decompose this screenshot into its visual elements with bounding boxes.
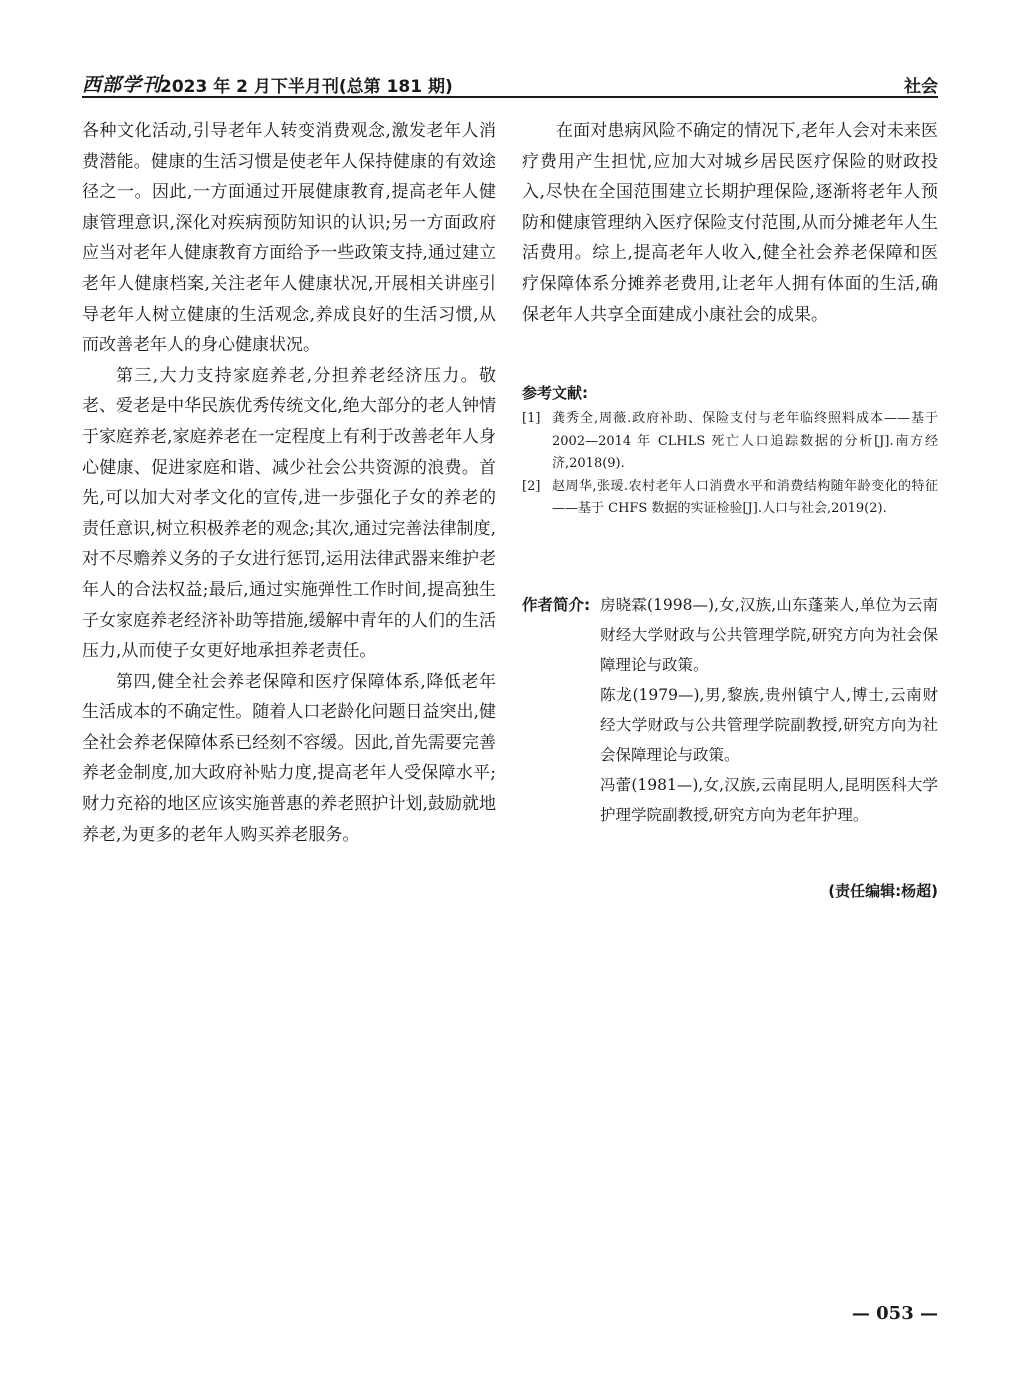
body-paragraph: 各种文化活动,引导老年人转变消费观念,激发老年人消费潜能。健康的生活习惯是使老年人保持健康的有效途径之一。因此,一方面通过开展健康教育,提高老年人健康管理意识,深化对疾病预防知识的认识;另一方面政府应当对老年人健康教育方面给予一些政策支持,通过建立老年人健康档案,关注老年人健康状况,开展相关讲座引导老年人树立健康的生活观念,养成良好的生活习惯,从而改善老年人的身心健康状况。 [82,121,496,356]
body-paragraph: 第三,大力支持家庭养老,分担养老经济压力。敬老、爱老是中华民族优秀传统文化,绝大部分的老人钟情于家庭养老,家庭养老在一定程度上有利于改善老年人身心健康、促进家庭和谐、减少社会公共资源的浪费。首先,可以加大对孝文化的宣传,进一步强化子女的养老的责任意识,树立积极养老的观念;其次,通过完善法律制度,对不尽赡养义务的子女进行惩罚,运用法律武器来维护老年人的合法权益;最后,通过实施弹性工作时间,提高独生子女家庭养老经济补助等措施,缓解中青年的人们的生活压力,从而使子女更好地承担养老责任。 [82,365,496,662]
reference-item [522,408,938,476]
page-number: — 053 — [851,1303,938,1324]
issue-info: 2023 年 2 月下半月刊(总第 181 期) [160,77,453,97]
author-entry: 冯蕾(1981—),女,汉族,云南昆明人,昆明医科大学护理学院副教授,研究方向为老年护理。 [600,776,938,824]
responsible-editor: (责任编辑:杨超) [828,882,938,900]
author-entry: 陈龙(1979—),男,黎族,贵州镇宁人,博士,云南财经大学财政与公共管理学院副教授,研究方向为社会保障理论与政策。 [600,686,938,764]
body-paragraph: 第四,健全社会养老保障和医疗保障体系,降低老年生活成本的不确定性。随着人口老龄化问题日益突出,健全社会养老保障体系已经刻不容缓。因此,首先需要完善养老金制度,加大政府补贴力度,提高老年人受保障水平;财力充裕的地区应该实施普惠的养老照护计划,鼓励就地养老,为更多的老年人购买养老服务。 [82,671,496,845]
reference-item [522,476,938,521]
right-column [522,116,938,330]
reference-number: [1] [522,411,541,426]
body-paragraph: 在面对患病风险不确定的情况下,老年人会对未来医疗费用产生担忧,应加大对城乡居民医疗保险的财政投入,尽快在全国范围建立长期护理保险,逐渐将老年人预防和健康管理纳入医疗保险支付范围,从而分摊老年人生活费用。综上,提高老年人收入,健全社会养老保障和医疗保障体系分摊养老费用,让老年人拥有体面的生活,确保老年人共享全面建成小康社会的成果。 [522,121,938,325]
reference-text: 龚秀全,周薇.政府补助、保险支付与老年临终照料成本——基于 2002—2014 年 CLHLS 死亡人口追踪数据的分析[J].南方经济,2018(9). [552,411,938,472]
author-bio [522,590,938,830]
reference-text: 赵周华,张瑷.农村老年人口消费水平和消费结构随年龄变化的特征——基于 CHFS 数据的实证检验[J].人口与社会,2019(2). [552,478,938,517]
running-header [82,70,938,98]
author-bio-label: 作者简介: [522,596,591,614]
left-column [82,116,496,850]
references-title: 参考文献: [522,384,588,402]
journal-logo: 西部学刊 [82,74,163,96]
author-entry: 房晓霖(1998—),女,汉族,山东蓬莱人,单位为云南财经大学财政与公共管理学院,研究方向为社会保障理论与政策。 [600,596,938,674]
author-entries [600,590,938,830]
reference-number: [2] [522,478,541,494]
references-list [522,408,938,521]
section-name: 社会 [904,77,938,97]
